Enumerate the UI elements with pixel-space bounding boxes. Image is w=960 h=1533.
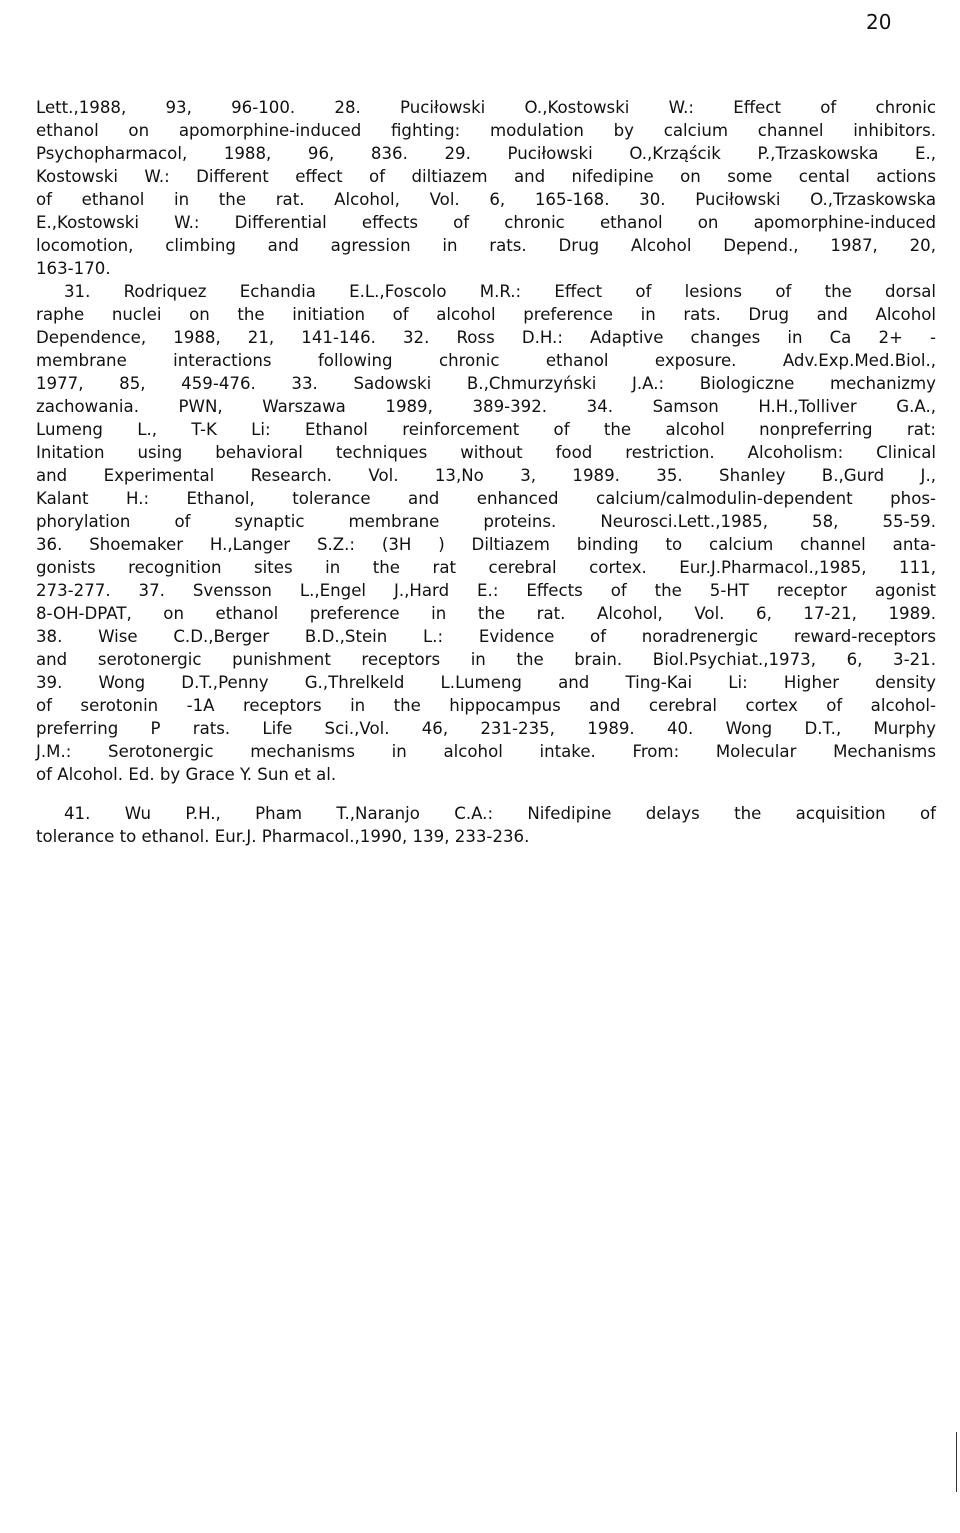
reference-line: of ethanol in the rat. Alcohol, Vol. 6, 165-168. 30. Puciłowski O.,Trzaskowska — [36, 190, 936, 209]
reference-line: 39. Wong D.T.,Penny G.,Threlkeld L.Lumeng and Ting-Kai Li: Higher density — [36, 673, 936, 692]
reference-line: and serotonergic punishment receptors in the brain. Biol.Psychiat.,1973, 6, 3-21. — [36, 650, 936, 669]
reference-line: Kalant H.: Ethanol, tolerance and enhanced calcium/calmodulin-dependent phos- — [36, 489, 936, 508]
reference-line: of Alcohol. Ed. by Grace Y. Sun et al. — [36, 765, 337, 784]
reference-line: Lett.,1988, 93, 96-100. 28. Puciłowski O.,Kostowski W.: Effect of chronic — [36, 98, 936, 117]
reference-line: 1977, 85, 459-476. 33. Sadowski B.,Chmurzyński J.A.: Biologiczne mechanizmy — [36, 374, 936, 393]
reference-line: 41. Wu P.H., Pham T.,Naranjo C.A.: Nifedipine delays the acquisition of — [64, 804, 936, 823]
reference-line: and Experimental Research. Vol. 13,No 3, 1989. 35. Shanley B.,Gurd J., — [36, 466, 936, 485]
reference-line: gonists recognition sites in the rat cerebral cortex. Eur.J.Pharmacol.,1985, 111, — [36, 558, 936, 577]
page-number: 20 — [866, 10, 892, 34]
reference-line: 31. Rodriquez Echandia E.L.,Foscolo M.R.: Effect of lesions of the dorsal — [64, 282, 936, 301]
reference-line: Psychopharmacol, 1988, 96, 836. 29. Puciłowski O.,Krząścik P.,Trzaskowska E., — [36, 144, 936, 163]
reference-line: J.M.: Serotonergic mechanisms in alcohol intake. From: Molecular Mechanisms — [36, 742, 936, 761]
reference-line: Initation using behavioral techniques without food restriction. Alcoholism: Clinical — [36, 443, 936, 462]
reference-line: Dependence, 1988, 21, 141-146. 32. Ross D.H.: Adaptive changes in Ca 2+ - — [36, 328, 936, 347]
reference-line: 38. Wise C.D.,Berger B.D.,Stein L.: Evidence of noradrenergic reward-receptors — [36, 627, 936, 646]
reference-line: 163-170. — [36, 259, 111, 278]
reference-line: Lumeng L., T-K Li: Ethanol reinforcement of the alcohol nonpreferring rat: — [36, 420, 936, 439]
reference-line: 273-277. 37. Svensson L.,Engel J.,Hard E.: Effects of the 5-HT receptor agonist — [36, 581, 936, 600]
reference-line: raphe nuclei on the initiation of alcohol preference in rats. Drug and Alcohol — [36, 305, 936, 324]
reference-line: 36. Shoemaker H.,Langer S.Z.: (3H ) Diltiazem binding to calcium channel anta- — [36, 535, 936, 554]
reference-line: of serotonin -1A receptors in the hippocampus and cerebral cortex of alcohol- — [36, 696, 936, 715]
reference-line: E.,Kostowski W.: Differential effects of chronic ethanol on apomorphine-induced — [36, 213, 936, 232]
reference-line: 8-OH-DPAT, on ethanol preference in the rat. Alcohol, Vol. 6, 17-21, 1989. — [36, 604, 936, 623]
reference-line: locomotion, climbing and agression in rats. Drug Alcohol Depend., 1987, 20, — [36, 236, 936, 255]
reference-line: ethanol on apomorphine-induced fighting: modulation by calcium channel inhibitors. — [36, 121, 936, 140]
reference-line: tolerance to ethanol. Eur.J. Pharmacol.,1990, 139, 233-236. — [36, 827, 530, 846]
reference-line: preferring P rats. Life Sci.,Vol. 46, 231-235, 1989. 40. Wong D.T., Murphy — [36, 719, 936, 738]
scan-edge-mark — [956, 1432, 957, 1492]
reference-line: Kostowski W.: Different effect of diltiazem and nifedipine on some cental actions — [36, 167, 936, 186]
reference-list — [36, 96, 936, 848]
reference-line: membrane interactions following chronic ethanol exposure. Adv.Exp.Med.Biol., — [36, 351, 936, 370]
reference-line: phorylation of synaptic membrane proteins. Neurosci.Lett.,1985, 58, 55-59. — [36, 512, 936, 531]
reference-line: zachowania. PWN, Warszawa 1989, 389-392. 34. Samson H.H.,Tolliver G.A., — [36, 397, 936, 416]
